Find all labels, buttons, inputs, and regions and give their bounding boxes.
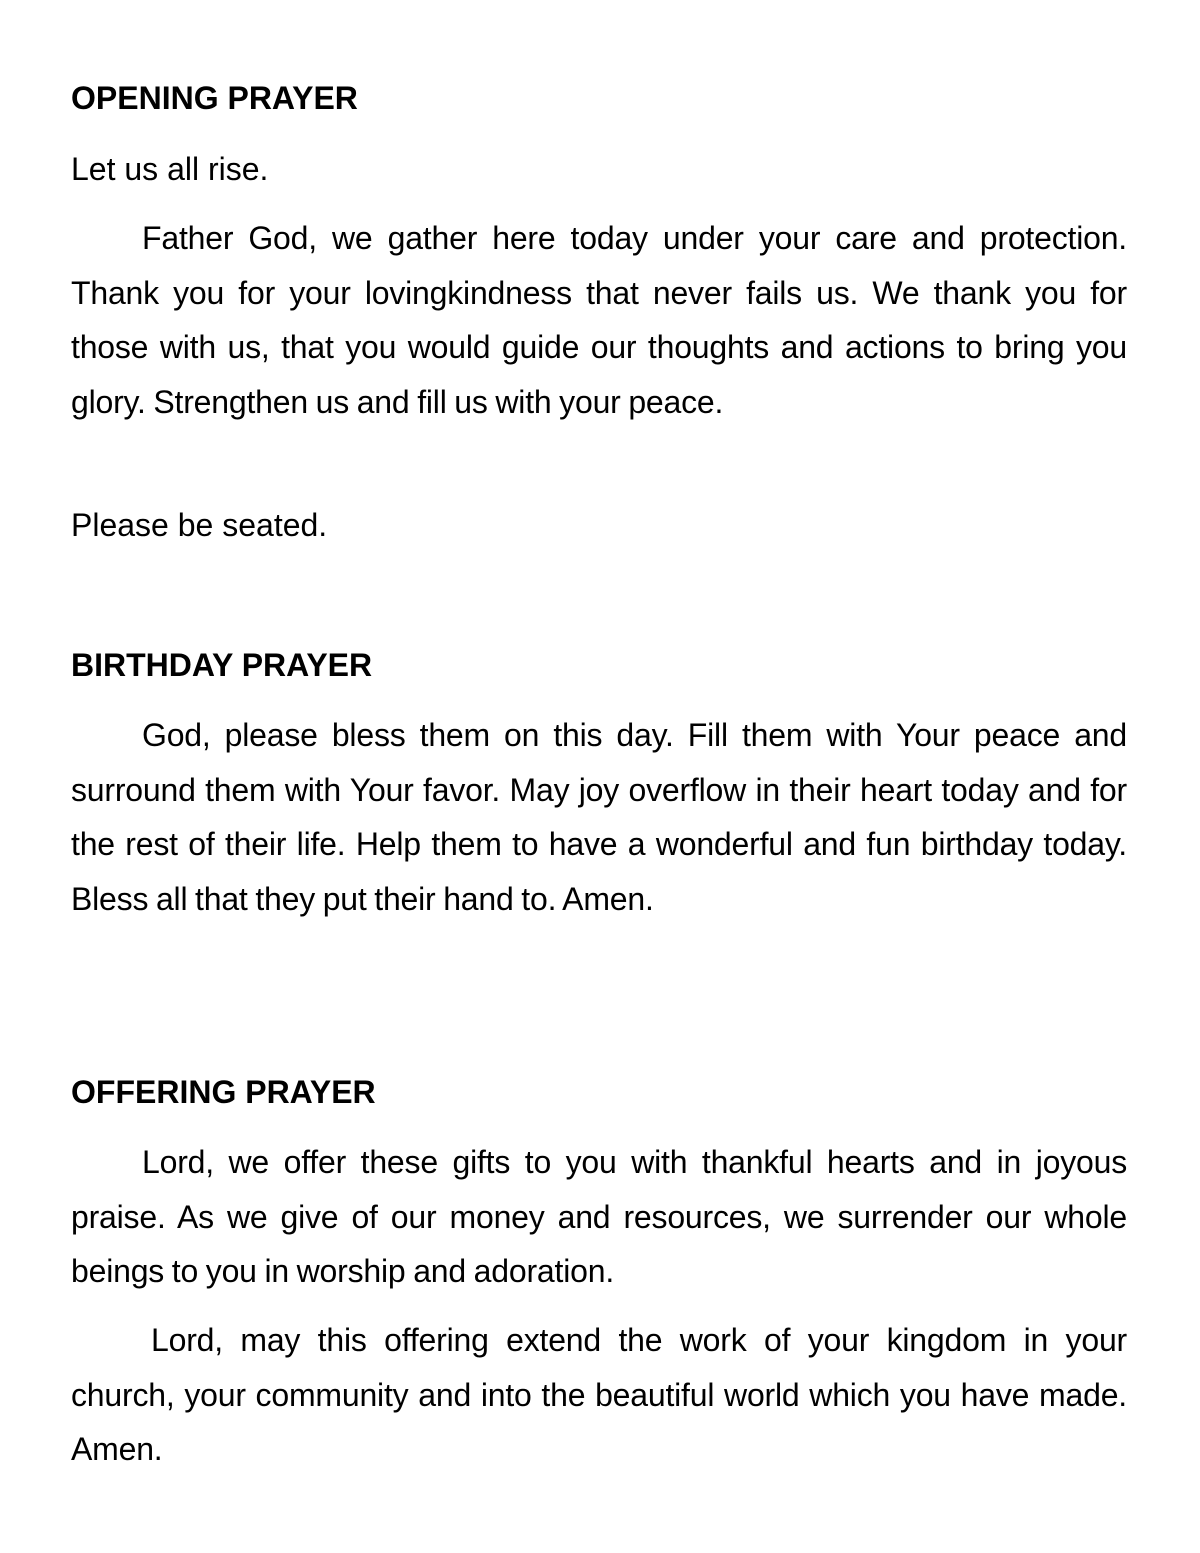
offering-prayer-heading: OFFERING PRAYER (71, 1074, 376, 1110)
birthday-prayer-heading: BIRTHDAY PRAYER (71, 647, 373, 683)
opening-prayer-intro: Let us all rise. (71, 151, 269, 187)
offering-prayer-body-1: Lord, we offer these gifts to you with thankful hearts and in joyous praise. As we give of our money and resources, we surrender our whole beings to you in worship and adoration. (71, 1144, 1127, 1289)
opening-prayer-body: Father God, we gather here today under your care and protection. Thank you for your lovingkindness that never fails us. We thank you for those with us, that you would guide our thoughts and actions to bring you glory. Strengthen us and fill us with your peace. (71, 220, 1127, 420)
offering-prayer-body-2: Lord, may this offering extend the work of your kingdom in your church, your community and into the beautiful world which you have made. Amen. (71, 1322, 1127, 1467)
opening-prayer-closing: Please be seated. (71, 507, 328, 543)
opening-prayer-heading: OPENING PRAYER (71, 80, 358, 116)
birthday-prayer-body: God, please bless them on this day. Fill them with Your peace and surround them with Your favor. May joy overflow in their heart today and for the rest of their life. Help them to have a wonderful and fun birthday today. Bless all that they put their hand to. Amen. (71, 717, 1127, 917)
